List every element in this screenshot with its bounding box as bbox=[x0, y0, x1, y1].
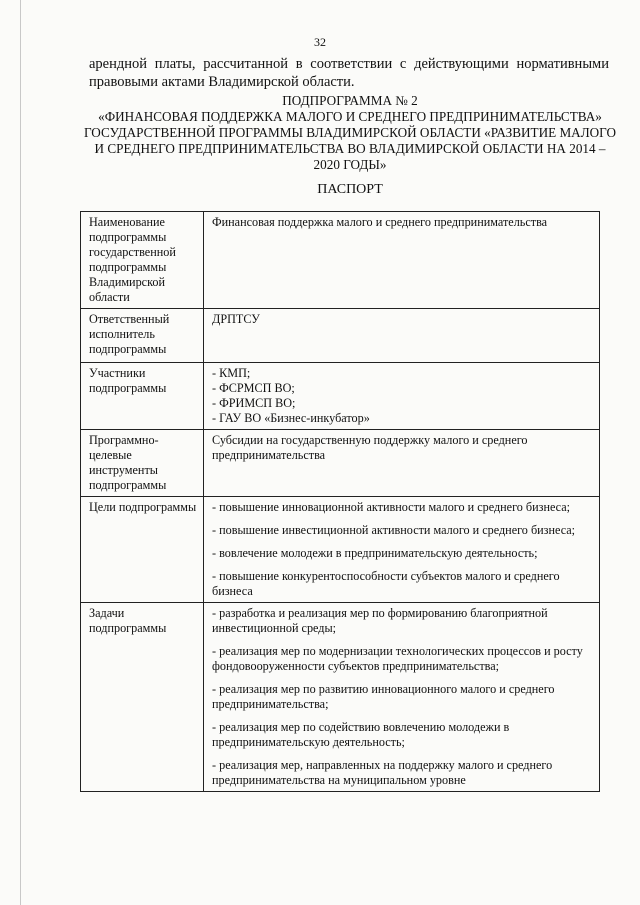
table-row bbox=[81, 212, 600, 309]
scan-edge-line bbox=[20, 0, 21, 905]
table-row bbox=[81, 497, 600, 603]
heading-line-2: «ФИНАНСОВАЯ ПОДДЕРЖКА МАЛОГО И СРЕДНЕГО ПРЕДПРИНИМАТЕЛЬСТВА» bbox=[98, 109, 602, 124]
row-value: Субсидии на государственную поддержку малого и среднего предпринимательства bbox=[204, 430, 600, 497]
heading-line-5: 2020 ГОДЫ» bbox=[313, 157, 387, 172]
list-item: - повышение конкурентоспособности субъектов малого и среднего бизнеса bbox=[212, 569, 560, 598]
row-value: Финансовая поддержка малого и среднего предпринимательства bbox=[204, 212, 600, 309]
row-label: Программно-целевые инструменты подпрограммы bbox=[81, 430, 204, 497]
list-item: - вовлечение молодежи в предпринимательскую деятельность; bbox=[212, 546, 538, 560]
row-label: Ответственный исполнитель подпрограммы bbox=[81, 309, 204, 363]
intro-paragraph: арендной платы, рассчитанной в соответствии с действующими нормативными правовыми актами Владимирской области. bbox=[89, 56, 609, 90]
list-item: - реализация мер по модернизации технологических процессов и росту фондовооруженности субъектов предпринимательства; bbox=[212, 644, 583, 673]
row-label: Цели подпрограммы bbox=[81, 497, 204, 603]
passport-title: ПАСПОРТ bbox=[317, 182, 383, 197]
list-item: - реализация мер по содействию вовлечению молодежи в предпринимательскую деятельность; bbox=[212, 720, 510, 749]
row-value: ДРПТСУ bbox=[204, 309, 600, 363]
heading-line-3: ГОСУДАРСТВЕННОЙ ПРОГРАММЫ ВЛАДИМИРСКОЙ ОБЛАСТИ «РАЗВИТИЕ МАЛОГО bbox=[83, 125, 616, 140]
list-item: - ФСРМСП ВО; bbox=[212, 381, 295, 395]
row-value-list bbox=[204, 497, 600, 603]
table-row bbox=[81, 430, 600, 497]
list-item: - повышение инвестиционной активности малого и среднего бизнеса; bbox=[212, 523, 576, 537]
table-row bbox=[81, 309, 600, 363]
table-row bbox=[81, 363, 600, 430]
table-row bbox=[81, 603, 600, 792]
heading-line-4: И СРЕДНЕГО ПРЕДПРИНИМАТЕЛЬСТВА ВО ВЛАДИМИРСКОЙ ОБЛАСТИ НА 2014 – bbox=[94, 141, 606, 156]
passport-table bbox=[80, 211, 600, 792]
heading-line-1: ПОДПРОГРАММА № 2 bbox=[282, 93, 418, 108]
subprogram-heading bbox=[70, 93, 630, 173]
page-number: 32 bbox=[314, 35, 326, 49]
row-value-list bbox=[204, 603, 600, 792]
row-label: Наименование подпрограммы государственной подпрограммы Владимирской области bbox=[81, 212, 204, 309]
list-item: - КМП; bbox=[212, 366, 251, 380]
row-value-list bbox=[204, 363, 600, 430]
list-item: - реализация мер, направленных на поддержку малого и среднего предпринимательства на муниципальном уровне bbox=[212, 758, 553, 787]
list-item: - разработка и реализация мер по формированию благоприятной инвестиционной среды; bbox=[212, 606, 548, 635]
list-item: - ГАУ ВО «Бизнес-инкубатор» bbox=[212, 411, 370, 425]
list-item: - реализация мер по развитию инновационного малого и среднего предпринимательства; bbox=[212, 682, 555, 711]
row-label: Задачи подпрограммы bbox=[81, 603, 204, 792]
row-label: Участники подпрограммы bbox=[81, 363, 204, 430]
list-item: - ФРИМСП ВО; bbox=[212, 396, 296, 410]
list-item: - повышение инновационной активности малого и среднего бизнеса; bbox=[212, 500, 571, 514]
